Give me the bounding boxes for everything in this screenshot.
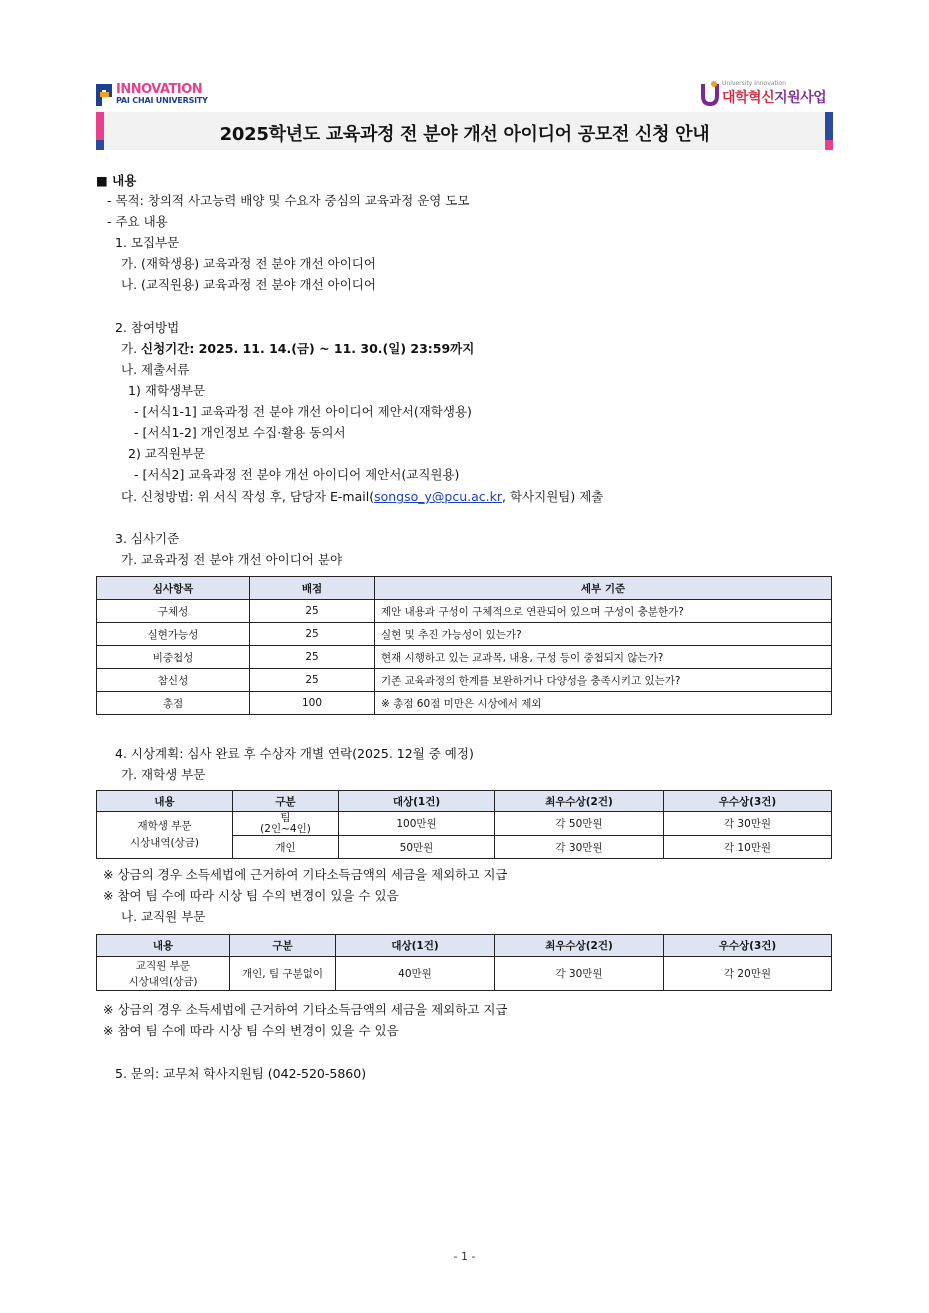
u-mark-icon: [700, 80, 720, 106]
note-team-2: ※ 참여 팀 수에 따라 시상 팀 수의 변경이 있을 수 있음: [103, 1023, 399, 1038]
criteria-cell: 25: [250, 600, 375, 623]
email-link[interactable]: songso_y@pcu.ac.kr: [374, 489, 503, 504]
award-cell: 40만원: [336, 957, 495, 991]
s3-title: 3. 심사기준: [115, 531, 180, 546]
table-row: [97, 812, 832, 836]
section-heading: ■ 내용: [96, 173, 137, 188]
s1-item-b: 나. (교직원용) 교육과정 전 분야 개선 아이디어: [121, 277, 376, 292]
table-row: [97, 957, 832, 991]
pcu-logo-icon: [96, 84, 114, 106]
table-row: [97, 646, 832, 669]
criteria-header-detail: 세부 기준: [375, 577, 832, 600]
criteria-cell: 현재 시행하고 있는 교과목, 내용, 구성 등이 중첩되지 않는가?: [375, 646, 832, 669]
title-right-bar: [825, 112, 833, 150]
s2-item-b1a: - [서식1-1] 교육과정 전 분야 개선 아이디어 제안서(재학생용): [134, 404, 472, 419]
criteria-cell: 실현가능성: [97, 623, 250, 646]
s2-item-b1b: - [서식1-2] 개인정보 수집·활용 동의서: [134, 425, 346, 440]
award-header: 내용: [97, 935, 230, 957]
award-header: 구분: [230, 935, 336, 957]
criteria-cell: 구체성: [97, 600, 250, 623]
s5-contact: 5. 문의: 교무처 학사지원팀 (042-520-5860): [115, 1066, 367, 1081]
s2-item-b1: 1) 재학생부문: [128, 383, 206, 398]
criteria-header-item: 심사항목: [97, 577, 250, 600]
award-header: 최우수상(2건): [495, 791, 664, 812]
criteria-cell: 총점: [97, 692, 250, 715]
criteria-cell: 비중첩성: [97, 646, 250, 669]
staff-type-label: 개인, 팀 구분없이: [230, 957, 336, 991]
criteria-cell: 제안 내용과 구성이 구체적으로 연관되어 있으며 구성이 충분한가?: [375, 600, 832, 623]
s4-title: 4. 시상계획: 심사 완료 후 수상자 개별 연락(2025. 12월 중 예정): [115, 746, 474, 761]
criteria-cell: 참신성: [97, 669, 250, 692]
page-title: 2025학년도 교육과정 전 분야 개선 아이디어 공모전 신청 안내: [219, 124, 710, 145]
award-header: 대상(1건): [336, 935, 495, 957]
criteria-header-score: 배점: [250, 577, 375, 600]
award-header: 구분: [233, 791, 339, 812]
criteria-table: [96, 576, 832, 715]
logo-innovation-text: INNOVATION: [116, 82, 203, 97]
criteria-cell: 25: [250, 646, 375, 669]
note-tax-1: ※ 상금의 경우 소득세법에 근거하여 기타소득금액의 세금을 제외하고 지급: [103, 867, 508, 882]
s2-item-a: 가. 신청기간: 2025. 11. 14.(금) ~ 11. 30.(일) 23:59까지: [121, 341, 475, 356]
s3-item-a: 가. 교육과정 전 분야 개선 아이디어 분야: [121, 552, 343, 567]
award-header: 대상(1건): [339, 791, 495, 812]
award-header: 내용: [97, 791, 233, 812]
award-header: 우수상(3건): [664, 791, 832, 812]
logo-university-text: PAI CHAI UNIVERSITY: [116, 96, 208, 105]
table-row: [97, 692, 832, 715]
award-cell: 50만원: [339, 836, 495, 859]
criteria-cell: 25: [250, 669, 375, 692]
criteria-cell: 기존 교육과정의 한계를 보완하거나 다양성을 충족시키고 있는가?: [375, 669, 832, 692]
student-award-table: [96, 790, 832, 859]
award-cell: 각 30만원: [495, 836, 664, 859]
s2-item-b: 나. 제출서류: [121, 362, 190, 377]
s1-title: 1. 모집부문: [115, 235, 180, 250]
criteria-cell: 실현 및 추진 가능성이 있는가?: [375, 623, 832, 646]
title-band: [96, 112, 833, 150]
note-team-1: ※ 참여 팀 수에 따라 시상 팀 수의 변경이 있을 수 있음: [103, 888, 399, 903]
s2-title: 2. 참여방법: [115, 320, 180, 335]
award-cell: 각 50만원: [495, 812, 664, 836]
s4-item-b: 나. 교직원 부문: [121, 909, 206, 924]
logo-small-text: University Innovation: [722, 80, 786, 87]
logo-main-text: 대학혁신지원사업: [722, 90, 827, 106]
award-cell: 각 10만원: [664, 836, 832, 859]
s2-item-b2: 2) 교직원부문: [128, 446, 206, 461]
table-row: [97, 600, 832, 623]
student-row-label: 재학생 부문 시상내역(상금): [97, 812, 233, 859]
staff-row-label: 교직원 부문 시상내역(상금): [97, 957, 230, 991]
s1-item-a: 가. (재학생용) 교육과정 전 분야 개선 아이디어: [121, 256, 376, 271]
award-cell: 각 30만원: [664, 812, 832, 836]
table-row: [97, 669, 832, 692]
table-row: [97, 623, 832, 646]
main-content-line: - 주요 내용: [107, 214, 168, 229]
s4-item-a: 가. 재학생 부문: [121, 767, 206, 782]
individual-label: 개인: [233, 836, 339, 859]
s2-item-b2a: - [서식2] 교육과정 전 분야 개선 아이디어 제안서(교직원용): [134, 467, 460, 482]
award-header: 우수상(3건): [664, 935, 832, 957]
criteria-cell: ※ 총점 60점 미만은 시상에서 제외: [375, 692, 832, 715]
purpose-line: - 목적: 창의적 사고능력 배양 및 수요자 중심의 교육과정 운영 도모: [107, 193, 470, 208]
criteria-cell: 100: [250, 692, 375, 715]
s2-item-c: 다. 신청방법: 위 서식 작성 후, 담당자 E-mail(songso_y@pcu.ac.kr, 학사지원팀) 제출: [121, 489, 604, 504]
page-number: - 1 -: [453, 1250, 476, 1263]
award-header: 최우수상(2건): [495, 935, 664, 957]
pcu-innovation-logo: [96, 82, 216, 108]
university-innovation-logo: [700, 78, 834, 108]
note-tax-2: ※ 상금의 경우 소득세법에 근거하여 기타소득금액의 세금을 제외하고 지급: [103, 1002, 508, 1017]
criteria-cell: 25: [250, 623, 375, 646]
staff-award-table: [96, 934, 832, 991]
award-cell: 각 20만원: [664, 957, 832, 991]
team-label: 팀 (2인~4인): [233, 812, 339, 836]
award-cell: 각 30만원: [495, 957, 664, 991]
award-cell: 100만원: [339, 812, 495, 836]
